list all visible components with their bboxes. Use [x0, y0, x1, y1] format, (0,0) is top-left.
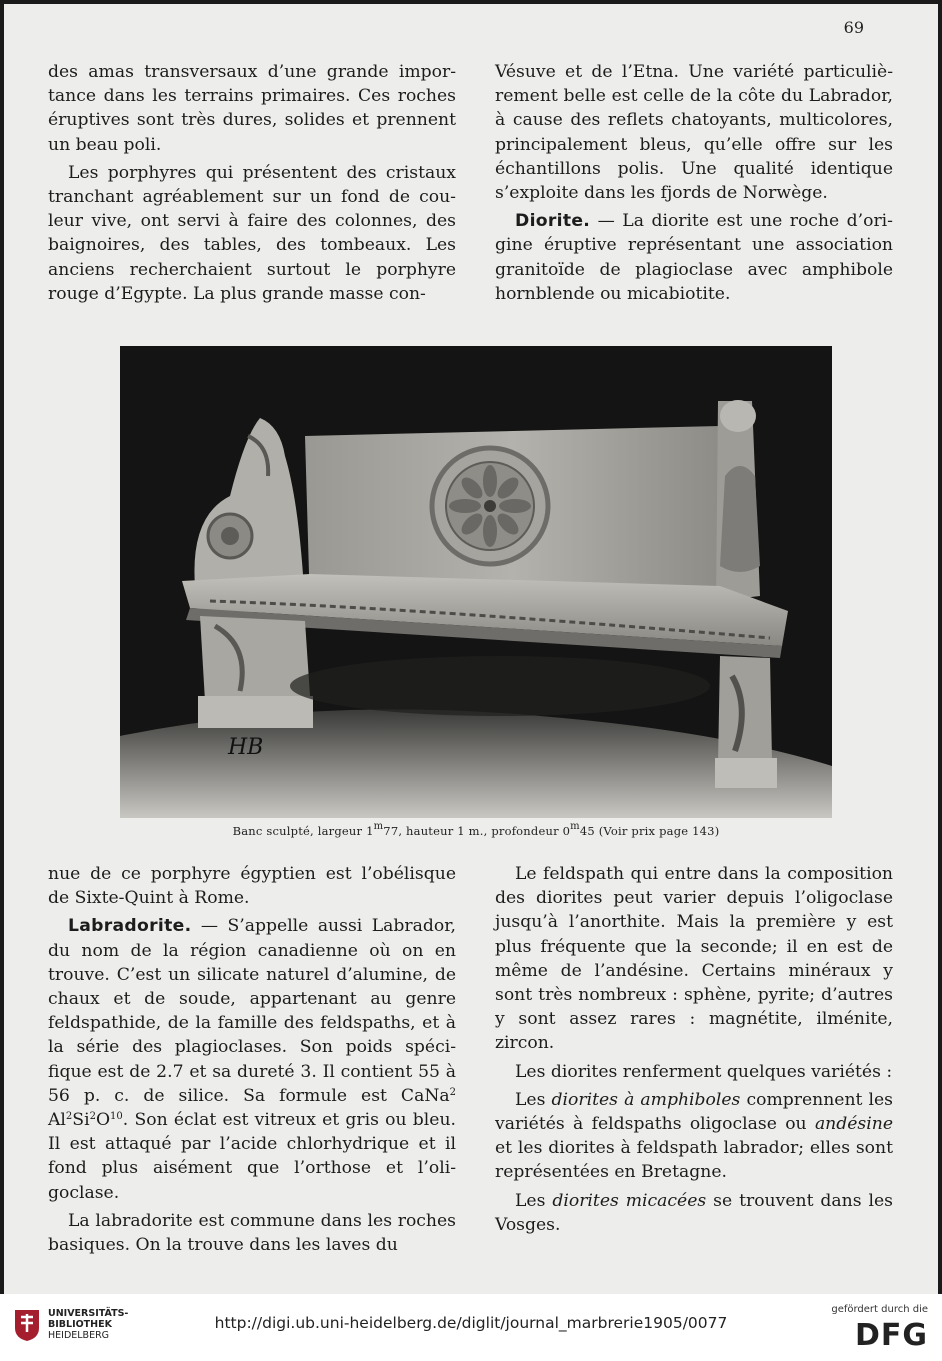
paragraph [495, 1189, 893, 1237]
paragraph: Vésuve et de l’Etna. Une variété particuliè- rement belle est celle de la côte du Labrador, à cause des reflets chatoyants, multicolores, principalement bleus, qu’elle offre sur les échantillons polis. Une qualité identique s’exploite dans les fjords de Norwège. [495, 62, 893, 204]
formula-superscript: 2 [89, 1111, 96, 1123]
section-heading: Labradorite. [68, 916, 192, 937]
caption-part: 45 (Voir prix page 143) [579, 824, 720, 838]
italic-term: andésine [814, 1114, 893, 1135]
labradorite-paragraph [48, 914, 456, 1204]
top-left-column [48, 60, 456, 306]
formula-superscript: 2 [65, 1111, 73, 1123]
caption-part: 77, hauteur 1 m., profondeur 0 [383, 824, 571, 838]
paragraph [495, 1088, 893, 1185]
paragraph-text: — S’appelle aussi Labrador, du nom de la région canadienne où on en trouve. C’est un silicate naturel d’alumine, de chaux et de soude, appartenant au genre feldspathide, de la famille des feldspaths, et à la série des plagioclases. Son poids spéci- fique est de 2.7 et sa dureté 3. Il contient 55 à 56 p. c. de silice. Sa formule est CaNa [48, 916, 456, 1106]
caption-superscript: m [570, 821, 580, 832]
figure-caption [120, 821, 832, 838]
paragraph: Les diorites renferment quelques variétés : [515, 1061, 893, 1082]
photographer-monogram: HB [228, 735, 264, 760]
paragraph: Le feldspath qui entre dans la composition des diorites peut varier depuis l’oligoclase jusqu’à l’anorthite. Mais la première y est plus fréquente que la seconde; il en est de même de l’andésine. Certains minéraux y sont très nombreux : sphène, pyrite; d’autres y sont assez rares : magnétite, ilménite, zircon. [495, 864, 893, 1054]
bottom-right-column [495, 862, 893, 1237]
top-right-column [495, 60, 893, 306]
paragraph-text: et les diorites à feldspath labrador; elles sont représentées en Bretagne. [495, 1138, 893, 1183]
paragraph-text: Si [72, 1110, 90, 1131]
page-number: 69 [843, 18, 864, 37]
caption-superscript: m [373, 821, 384, 832]
paragraph: nue de ce porphyre égyptien est l’obélisque de Sixte-Quint à Rome. [48, 864, 456, 909]
paragraph-text: comprennent les variétés à feldspaths oligoclase ou [495, 1089, 894, 1135]
paragraph-text: Les [515, 1089, 552, 1110]
paragraph-text: — La diorite est une roche d’ori- gine éruptive représentant une association granitoïde de plagioclase avec amphibole hornblende ou micabiotite. [495, 211, 893, 304]
section-heading: Diorite. [515, 211, 591, 232]
formula-superscript: 10 [110, 1111, 123, 1123]
paragraph: des amas transversaux d’une grande impor- tance dans les terrains primaires. Ces roches éruptives sont très dures, solides et prennent un beau poli. [48, 62, 456, 155]
digitization-footer [0, 1294, 942, 1361]
paragraph-text: O [95, 1110, 111, 1131]
bottom-left-column [48, 862, 456, 1257]
italic-term: diorites micacées [552, 1190, 707, 1211]
library-line: BIBLIOTHEK [48, 1319, 112, 1330]
permalink-url[interactable]: http://digi.ub.uni-heidelberg.de/diglit/journal_marbrerie1905/0077 [214, 1314, 728, 1332]
bench-photograph [120, 346, 832, 818]
library-line: UNIVERSITÄTS- [48, 1308, 129, 1319]
funded-by-label: gefördert durch die [831, 1304, 928, 1315]
caption-part: Banc sculpté, largeur 1 [232, 824, 374, 838]
library-line: HEIDELBERG [48, 1330, 110, 1341]
page [4, 4, 938, 1294]
paragraph: La labradorite est commune dans les roches basiques. On la trouve dans les laves du [48, 1210, 456, 1256]
diorite-paragraph [495, 209, 893, 306]
italic-term: diorites à amphiboles [551, 1089, 741, 1110]
paragraph: Les porphyres qui présentent des cristaux tranchant agréablement sur un fond de cou- leur vive, ont servi à faire des colonnes, des baignoires, des tables, des tombeaux. Les anciens recherchaient surtout le porphyre rouge d’Egypte. La plus grande masse con- [48, 162, 456, 304]
paragraph-text: Les [515, 1190, 553, 1211]
dfg-logo: DFG [854, 1318, 928, 1353]
paragraph-text: . Son éclat est vitreux et gris ou bleu. Il est attaqué par l’acide chlorhydrique et il fond plus aisément que l’orthose et l’oli- goclase. [48, 1110, 456, 1203]
paragraph-text: Al [48, 1110, 66, 1131]
formula-superscript: 2 [449, 1086, 456, 1098]
paragraph-text: se trouvent dans les Vosges. [495, 1190, 893, 1235]
